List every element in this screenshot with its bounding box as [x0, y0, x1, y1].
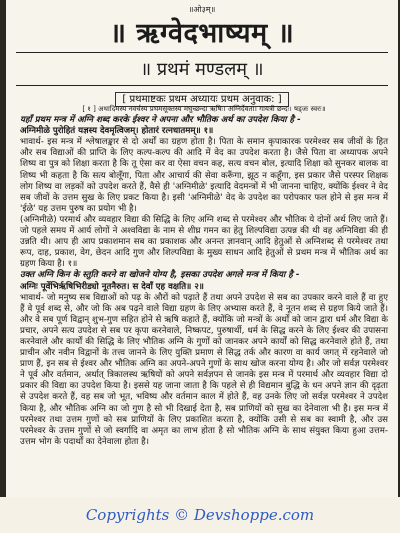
mandala-title: ॥ प्रथमं मण्डलम् ॥ — [140, 59, 264, 80]
bhavartha-paragraph: भावार्थ- इस मन्त्र में श्लेषालङ्कार से दो अर्थों का ग्रहण होता है। पिता के समान कृपाकारक परमेश्वर सब जीवों के हित और सब विद्याओं की प्राप्ति के लिए कल्प-कल्प की आदि में वेद का उपदेश करता है। जैसे पिता वा अध्यापक अपने शिष्य वा पुत्र को शिक्षा करता है कि तू ऐसा कर वा ऐसा वचन कह, सत्य वचन बोल, इत्यादि शिक्षा को सुनकर बालक वा शिष्य भी कहता है कि सत्य बोलूँगा, पिता और आचार्य की सेवा करूँगा, झूठ न कहूँगा, इस प्रकार जैसे परस्पर शिक्षक लोग शिष्य वा लड़कों को उपदेश करते हैं, वैसे ही 'अग्निमीळे' इत्यादि वेदमन्त्रों में भी जानना चाहिए, क्योंकि ईश्वर ने वेद सब जीवों के उत्तम सुख के लिए प्रकट किया है। इसी 'अग्निमीळे' वेद के उपदेश का परोपकार फल होने से इस मन्त्र में 'ईळे' यह उत्तम पुरुष का प्रयोग भी है। — [20, 137, 388, 214]
om-invocation: ॥ओ३म्॥ — [188, 5, 216, 14]
section-label — [6, 91, 398, 105]
book-title: ॥ ऋग्वेदभाष्यम् ॥ — [109, 18, 295, 49]
copyright-watermark — [0, 497, 400, 533]
divider — [16, 85, 388, 86]
verse-intro: उक्त अग्नि किन के स्तुति करने वा खोजने योग्य है, इसका उपदेश अगले मन्त्र में किया है - — [20, 270, 300, 281]
book-page — [6, 0, 398, 533]
page-body — [20, 104, 388, 448]
mantra-text: अग्निमीळे पुरोहितं यज्ञस्य देवमृत्विजम्। होतारं रत्नधातमम्॥ १॥ — [20, 126, 214, 137]
commentary-paragraph: (अग्निमीळे) परमार्थ और व्यवहार विद्या की सिद्धि के लिए अग्नि शब्द से परमेश्वर और भौतिक ये दोनों अर्थ लिए जाते हैं। जो पहले समय में आर्य लोगों ने अश्वविद्या के नाम से शीघ्र गमन का हेतु शिल्पविद्या उत्पन्न की थी वह अग्निविद्या की ही उन्नति थी। आप ही आप प्रकाशमान सब का प्रकाशक और अनन्त ज्ञानवान् आदि हेतुओं से अग्निशब्द से परमेश्वर तथा रूप, दाह, प्रकाश, वेग, छेदन आदि गुण और शिल्पविद्या के मुख्य साधन आदि हेतुओं से प्रथम मन्त्र में भौतिक अर्थ का ग्रहण किया है। १॥ — [20, 214, 388, 270]
mantra-text: अग्निः पूर्वेभिर्ऋषिभिरीड्यो नूतनैरुत। स देवाँ एह वक्षति॥ २॥ — [20, 281, 204, 292]
divider — [16, 52, 388, 53]
copyright-text: Copyrights © Devshoppe.com — [85, 506, 315, 524]
section-label-text: [ प्रथमाष्टकः प्रथम अध्यायः प्रथम अनुवाक: ] — [115, 92, 288, 107]
bhavartha-paragraph: भावार्थ- जो मनुष्य सब विद्याओं को पढ़ के औरों को पढ़ाते हैं तथा अपने उपदेश से सब का उपकार करने वाले हैं वा हुए हैं वे पूर्व शब्द से, और जो कि अब पढ़ने वाले विद्या ग्रहण के लिए अभ्यास करते हैं, वे नूतन शब्द से ग्रहण किये जाते हैं। और वे सब पूर्ण विद्वान् शुभ-गुण सहित होने से ऋषि कहाते हैं, क्योंकि जो मन्त्रों के अर्थों को जान द्वारा धर्म और विद्या के प्रचार, अपने सत्य उपदेश से सब पर कृपा करनेवाले, निष्कपट, पुरुषार्थी, धर्म के सिद्ध करने के लिए ईश्वर की उपासना करनेवाले और कार्यों की सिद्धि के लिए भौतिक अग्नि के गुणों को जानकर अपने कार्यों को सिद्ध करनेवाले होते हैं, तथा प्राचीन और नवीन विद्वानों के तत्त्व जानने के लिए युक्ति प्रमाण से सिद्ध तर्क और कारण वा कार्य जगत् में रहनेवाले जो प्राण हैं, इन सब से ईश्वर और भौतिक अग्नि का अपने-अपने गुणों के साथ खोज करना योग्य है। और जो सर्वज्ञ परमेश्वर ने पूर्व और वर्तमान, अर्थात् त्रिकालस्थ ऋषियों को अपने सर्वज्ञपन से जानके इस मन्त्र में परमार्थ और व्यवहार विद्या दो प्रकार की विद्या का उपदेश किया है। इससे यह जाना जाता है कि पहले से ही विद्यमान बुद्धि के धन अपने ज्ञान की दृढ़ता से उपदेश करते हैं, वह सब जो भूत, भविष्य और वर्तमान काल में होते हैं, वह उनके लिए जो सर्वज्ञ परमेश्वर ने उपदेश किया है, और भौतिक अग्नि का जो गुण है सो भी दिखाई देता है, सब प्राणियों को सुख का देनेवाला भी है। इस मन्त्र में परमेश्वर तथा उत्तम गुणों को सब प्राणियों के लिए प्रकाशित करता है, क्योंकि उसी से सब का स्वामी है, और उस परमेश्वर के उत्तम गुणों से जो स्वर्गादि वा अमृत का लाभ होता है सो भौतिक अग्नि के साथ संयुक्त किया हुआ उत्तम-उत्तम भोग के पदार्थों का देनेवाला होता है। — [20, 292, 388, 447]
verse-intro: यहाँ प्रथम मन्त्र में अग्नि शब्द करके ईश्वर ने अपना और भौतिक अर्थ का उपदेश किया है - — [20, 115, 301, 126]
verse-meta: [ १ ] अथादिमस्य नवर्चस्य प्रथमसूक्तस्य मधुच्छन्दा ऋषिः। अग्निर्देवता। गायत्री छन्दः। षड्जः स्वरः॥ — [82, 105, 326, 113]
